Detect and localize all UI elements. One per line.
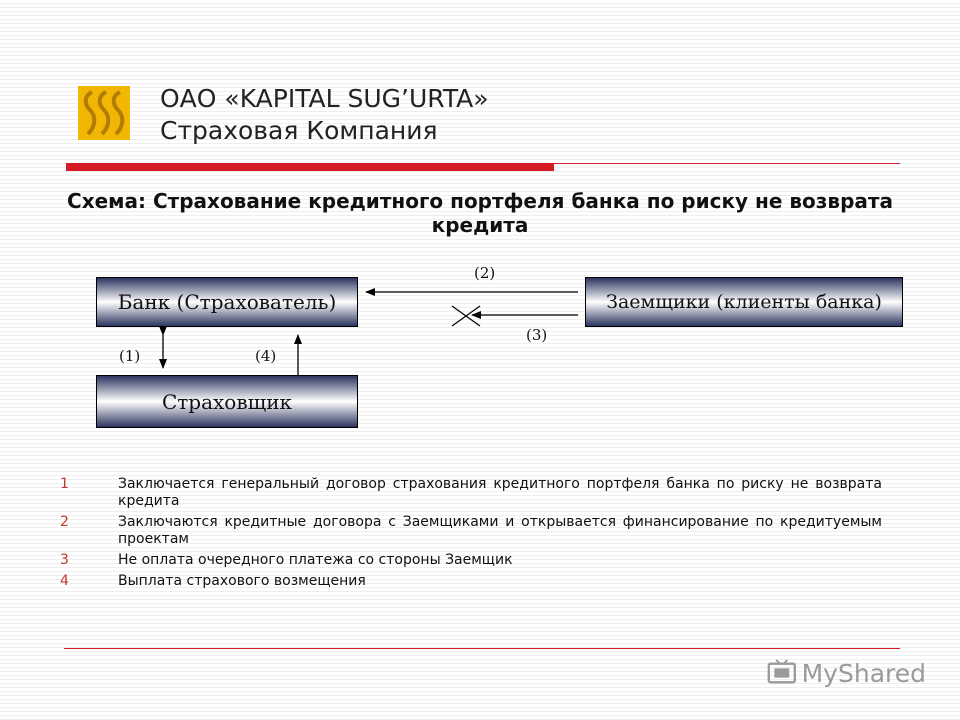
step-number: 3 (60, 552, 69, 568)
step-text: Заключаются кредитные договора с Заемщиками и открывается финансирование по кредитуемым проектам (118, 514, 882, 547)
step-item (60, 573, 882, 590)
step-item (60, 476, 882, 510)
myshared-logo-icon (766, 657, 798, 689)
step-number: 4 (60, 573, 69, 589)
step-item (60, 514, 882, 548)
edge-label-1: (1) (119, 347, 141, 365)
edge-label-2: (2) (474, 264, 496, 282)
step-text: Заключается генеральный договор страхования кредитного портфеля банка по риску не возврата кредита (118, 476, 882, 509)
company-name: ОАО «KAPITAL SUG’URTA» (160, 84, 489, 113)
step-text: Выплата страхового возмещения (118, 573, 366, 589)
step-text: Не оплата очередного платежа со стороны Заемщик (118, 552, 513, 568)
footer-divider-line (64, 648, 900, 649)
company-subtitle: Страховая Компания (160, 116, 438, 145)
edge-label-4: (4) (255, 347, 277, 365)
step-number: 1 (60, 476, 69, 492)
diagram-title: Схема: Страхование кредитного портфеля банка по риску не возврата кредита (67, 189, 893, 237)
node-insurer: Страховщик (96, 375, 358, 428)
node-borrowers: Заемщики (клиенты банка) (585, 277, 903, 327)
step-item (60, 552, 882, 569)
node-bank: Банк (Страхователь) (96, 277, 358, 327)
watermark-text: MyShared (801, 658, 926, 688)
edge-label-3: (3) (526, 326, 548, 344)
watermark (766, 656, 926, 690)
steps-list (60, 476, 882, 594)
step-number: 2 (60, 514, 69, 530)
